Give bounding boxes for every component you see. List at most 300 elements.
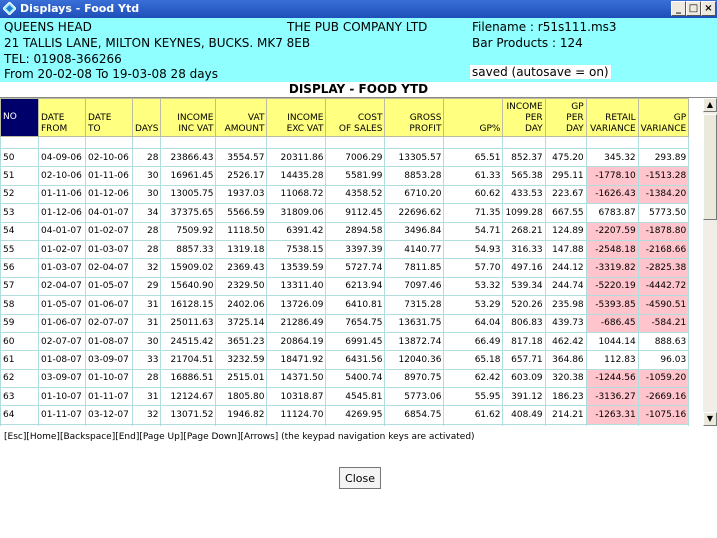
table-cell: 497.16 (503, 259, 545, 277)
table-cell: 32 (133, 259, 161, 277)
table-cell: 244.12 (545, 259, 586, 277)
column-header-line1: VAT (247, 113, 265, 123)
column-header (133, 99, 161, 137)
table-cell: 7097.46 (385, 277, 444, 295)
table-cell (586, 137, 638, 149)
table-cell: 6710.20 (385, 185, 444, 203)
autosave-status: saved (autosave = on) (472, 65, 609, 79)
table-cell: 112.83 (586, 351, 638, 369)
table-cell: 223.67 (545, 185, 586, 203)
table-cell: 53.29 (444, 296, 503, 314)
table-cell: 01-11-06 (86, 167, 133, 185)
table-cell: 57 (1, 277, 39, 295)
table-cell: 31 (133, 388, 161, 406)
table-cell: 53 (1, 204, 39, 222)
table-cell (638, 424, 689, 426)
table-cell: 5773.06 (385, 388, 444, 406)
table-cell: -5220.19 (586, 277, 638, 295)
table-cell: 65.51 (444, 149, 503, 167)
table-cell (86, 137, 133, 149)
scroll-thumb[interactable] (703, 114, 717, 220)
table-cell: -2669.16 (638, 388, 689, 406)
table-cell: 462.42 (545, 332, 586, 350)
table-cell: 433.53 (503, 185, 545, 203)
table-cell: 13726.09 (267, 296, 326, 314)
table-cell: 62.42 (444, 369, 503, 387)
table-cell (161, 137, 216, 149)
table-cell: 12040.36 (385, 351, 444, 369)
column-header-line2: PER DAY (524, 113, 543, 134)
display-title: DISPLAY - FOOD YTD (0, 82, 717, 98)
app-icon (3, 2, 16, 15)
table-cell: 32 (133, 406, 161, 424)
table-cell: 54.93 (444, 240, 503, 258)
table-cell: 25011.63 (161, 314, 216, 332)
table-cell (267, 137, 326, 149)
table-cell: 1937.03 (216, 185, 267, 203)
table-cell: -4590.51 (638, 296, 689, 314)
table-cell: 01-03-07 (86, 240, 133, 258)
table-cell: 60.62 (444, 185, 503, 203)
table-cell: 11068.72 (267, 185, 326, 203)
table-cell: 15640.90 (161, 277, 216, 295)
maximize-button[interactable]: □ (686, 1, 701, 16)
column-header-line1: INCOME (177, 113, 214, 123)
table-cell: 50 (1, 149, 39, 167)
column-header-line2: PER DAY (565, 113, 584, 134)
table-cell: 7654.75 (326, 314, 385, 332)
table-cell: 2402.06 (216, 296, 267, 314)
table-row[interactable] (1, 424, 689, 426)
period: From 20-02-08 To 19-03-08 28 days (4, 67, 218, 81)
table-cell: 7811.85 (385, 259, 444, 277)
table-cell: 13005.75 (161, 185, 216, 203)
table-cell: 04-01-07 (86, 204, 133, 222)
table-cell: 539.34 (503, 277, 545, 295)
table-cell: 408.49 (503, 406, 545, 424)
table-cell: 01-11-07 (86, 388, 133, 406)
table-cell: 16886.51 (161, 369, 216, 387)
table-cell (39, 424, 86, 426)
table-cell: 2515.01 (216, 369, 267, 387)
table-cell: 01-12-06 (86, 185, 133, 203)
table-cell: -1778.10 (586, 167, 638, 185)
table-cell: 60 (1, 332, 39, 350)
table-row[interactable] (1, 240, 689, 258)
table-cell: 10318.87 (267, 388, 326, 406)
table-cell: 61 (1, 351, 39, 369)
column-header-line2: DAYS (135, 124, 159, 134)
table-cell (503, 137, 545, 149)
table-cell: 02-07-07 (86, 314, 133, 332)
table-cell: -2548.18 (586, 240, 638, 258)
table-cell: 01-08-07 (39, 351, 86, 369)
table-cell: 268.21 (503, 222, 545, 240)
table-cell: 18471.92 (267, 351, 326, 369)
table-cell: 3496.84 (385, 222, 444, 240)
table-cell: 21704.51 (161, 351, 216, 369)
table-cell: 24515.42 (161, 332, 216, 350)
column-header (216, 99, 267, 137)
table-cell: 364.86 (545, 351, 586, 369)
table-cell: 04-09-06 (39, 149, 86, 167)
table-cell: 54.71 (444, 222, 503, 240)
table-cell (545, 137, 586, 149)
table-cell: 13539.59 (267, 259, 326, 277)
table-cell: -1384.20 (638, 185, 689, 203)
telephone: TEL: 01908-366266 (4, 52, 122, 66)
table-cell: 320.38 (545, 369, 586, 387)
table-cell: 02-04-07 (86, 259, 133, 277)
table-cell (1, 137, 39, 149)
company-name: THE PUB COMPANY LTD (287, 20, 428, 34)
table-cell: 3554.57 (216, 149, 267, 167)
table-cell: 16128.15 (161, 296, 216, 314)
table-cell: 30 (133, 167, 161, 185)
table-cell: -1059.20 (638, 369, 689, 387)
table-row[interactable] (1, 277, 689, 295)
table-cell (503, 424, 545, 426)
table-cell: 64 (1, 406, 39, 424)
table-cell (385, 137, 444, 149)
table-cell: 23866.43 (161, 149, 216, 167)
column-header-line1: INCOME (506, 102, 543, 112)
table-cell: 02-10-06 (86, 149, 133, 167)
column-header-line2: OF SALES (338, 124, 383, 134)
table-cell: 235.98 (545, 296, 586, 314)
table-cell (326, 137, 385, 149)
table-cell: 12124.67 (161, 388, 216, 406)
table-cell: 1946.82 (216, 406, 267, 424)
table-cell: 5727.74 (326, 259, 385, 277)
column-header-line2: TO (88, 124, 101, 134)
table-cell: 13631.75 (385, 314, 444, 332)
column-header-line2: AMOUNT (224, 124, 265, 134)
table-cell: 62 (1, 369, 39, 387)
table-cell: 01-05-07 (39, 296, 86, 314)
title-bar[interactable] (0, 0, 717, 18)
data-table-viewport[interactable] (0, 98, 703, 426)
table-cell: 31809.06 (267, 204, 326, 222)
table-cell: 8853.28 (385, 167, 444, 185)
table-row[interactable] (1, 332, 689, 350)
scroll-up-arrow-icon[interactable]: ▲ (703, 98, 717, 112)
table-cell: 6391.42 (267, 222, 326, 240)
table-cell: 16961.45 (161, 167, 216, 185)
table-cell: 03-09-07 (86, 351, 133, 369)
table-cell: 21286.49 (267, 314, 326, 332)
table-row[interactable] (1, 369, 689, 387)
table-cell: 54 (1, 222, 39, 240)
column-header-line1: GROSS (409, 113, 442, 123)
table-cell: -1513.28 (638, 167, 689, 185)
table-cell: 28 (133, 240, 161, 258)
table-cell: 2329.50 (216, 277, 267, 295)
table-cell: 59 (1, 314, 39, 332)
table-cell: 33 (133, 351, 161, 369)
table-cell: -1244.56 (586, 369, 638, 387)
column-header (545, 99, 586, 137)
column-header-line1: GP (571, 102, 584, 112)
table-cell: 31 (133, 296, 161, 314)
table-cell (216, 424, 267, 426)
table-cell: 6213.94 (326, 277, 385, 295)
column-header-line2: VARIANCE (590, 124, 636, 134)
table-cell: 15909.02 (161, 259, 216, 277)
table-cell: 8857.33 (161, 240, 216, 258)
table-cell: 34 (133, 204, 161, 222)
table-cell: 6410.81 (326, 296, 385, 314)
table-cell: 5400.74 (326, 369, 385, 387)
column-header (326, 99, 385, 137)
table-cell: 22696.62 (385, 204, 444, 222)
table-cell: 57.70 (444, 259, 503, 277)
table-cell: -3319.82 (586, 259, 638, 277)
table-cell: 5581.99 (326, 167, 385, 185)
table-cell: 3397.39 (326, 240, 385, 258)
table-cell: 03-12-07 (86, 406, 133, 424)
table-cell: 29 (133, 277, 161, 295)
column-header (444, 99, 503, 137)
table-cell: 14435.28 (267, 167, 326, 185)
table-cell: 03-09-07 (39, 369, 86, 387)
table-cell: 28 (133, 149, 161, 167)
table-cell (545, 424, 586, 426)
table-cell: 01-02-07 (86, 222, 133, 240)
window-title: Displays - Food Ytd (20, 2, 140, 15)
table-cell: 806.83 (503, 314, 545, 332)
table-row[interactable] (1, 406, 689, 424)
column-header (39, 99, 86, 137)
table-cell: 04-01-07 (39, 222, 86, 240)
table-cell: 9112.45 (326, 204, 385, 222)
table-cell: 520.26 (503, 296, 545, 314)
table-row[interactable] (1, 296, 689, 314)
table-cell: 30 (133, 185, 161, 203)
table-cell: 295.11 (545, 167, 586, 185)
table-cell: -2207.59 (586, 222, 638, 240)
table-cell: 8970.75 (385, 369, 444, 387)
table-cell: 657.71 (503, 351, 545, 369)
table-cell: -1878.80 (638, 222, 689, 240)
table-cell: -3136.27 (586, 388, 638, 406)
column-header (385, 99, 444, 137)
table-cell: 316.33 (503, 240, 545, 258)
table-row[interactable] (1, 351, 689, 369)
table-row[interactable] (1, 222, 689, 240)
table-cell: 852.37 (503, 149, 545, 167)
table-cell (444, 137, 503, 149)
table-cell: 1118.50 (216, 222, 267, 240)
table-cell: 02-10-06 (39, 167, 86, 185)
table-cell: 293.89 (638, 149, 689, 167)
table-cell: 20864.19 (267, 332, 326, 350)
table-cell: -1626.43 (586, 185, 638, 203)
table-cell (385, 424, 444, 426)
table-cell: 7315.28 (385, 296, 444, 314)
column-header (161, 99, 216, 137)
table-cell (133, 137, 161, 149)
table-cell: 01-03-07 (39, 259, 86, 277)
table-cell: 3651.23 (216, 332, 267, 350)
table-cell (586, 424, 638, 426)
table-cell: 61.33 (444, 167, 503, 185)
table-cell: -4442.72 (638, 277, 689, 295)
table-cell: 7538.15 (267, 240, 326, 258)
table-cell: 01-08-07 (86, 332, 133, 350)
table-cell: 7006.29 (326, 149, 385, 167)
table-cell: 01-12-06 (39, 204, 86, 222)
keyboard-hint: [Esc][Home][Backspace][End][Page Up][Page Down][Arrows] (the keypad navigation keys are activated) (4, 432, 475, 442)
table-cell: 55 (1, 240, 39, 258)
table-row[interactable] (1, 149, 689, 167)
table-cell: 565.38 (503, 167, 545, 185)
column-header-line2: INC VAT (178, 124, 214, 134)
table-cell: 2369.43 (216, 259, 267, 277)
table-header-row (1, 99, 689, 137)
address: 21 TALLIS LANE, MILTON KEYNES, BUCKS. MK7 8EB (4, 36, 311, 50)
table-cell: 1319.18 (216, 240, 267, 258)
table-cell: 63 (1, 388, 39, 406)
column-header-line2: EXC VAT (286, 124, 324, 134)
table-cell: 64.04 (444, 314, 503, 332)
filename: Filename : r51s111.ms3 (472, 20, 617, 34)
table-cell: 52 (1, 185, 39, 203)
table-cell: 147.88 (545, 240, 586, 258)
table-cell: 01-06-07 (86, 296, 133, 314)
table-cell (638, 137, 689, 149)
table-cell: -2825.38 (638, 259, 689, 277)
table-row[interactable] (1, 259, 689, 277)
table-row[interactable] (1, 167, 689, 185)
table-cell: 13311.40 (267, 277, 326, 295)
close-window-button[interactable]: × (701, 1, 716, 16)
table-cell: -584.21 (638, 314, 689, 332)
table-cell: 4269.95 (326, 406, 385, 424)
table-cell: 214.21 (545, 406, 586, 424)
table-cell: 475.20 (545, 149, 586, 167)
column-header-line1: RETAIL (605, 113, 636, 123)
table-cell: 01-05-07 (86, 277, 133, 295)
table-cell: 02-04-07 (39, 277, 86, 295)
blank-row (1, 137, 689, 149)
table-cell: 124.89 (545, 222, 586, 240)
table-cell: 13305.57 (385, 149, 444, 167)
table-cell (39, 137, 86, 149)
table-cell: 1099.28 (503, 204, 545, 222)
table-cell (133, 424, 161, 426)
table-cell: -1075.16 (638, 406, 689, 424)
table-cell: 1805.80 (216, 388, 267, 406)
table-cell: 96.03 (638, 351, 689, 369)
table-cell: 1044.14 (586, 332, 638, 350)
table-cell: 244.74 (545, 277, 586, 295)
table-row[interactable] (1, 314, 689, 332)
table-cell (444, 424, 503, 426)
table-cell: 4358.52 (326, 185, 385, 203)
table-cell: 20311.86 (267, 149, 326, 167)
table-row[interactable] (1, 185, 689, 203)
table-cell: 6991.45 (326, 332, 385, 350)
table-cell: 4140.77 (385, 240, 444, 258)
table-cell: 14371.50 (267, 369, 326, 387)
table-cell: 13071.52 (161, 406, 216, 424)
column-header (503, 99, 545, 137)
table-cell: -2168.66 (638, 240, 689, 258)
bar-products: Bar Products : 124 (472, 36, 583, 50)
table-cell: 2894.58 (326, 222, 385, 240)
scroll-down-arrow-icon[interactable]: ▼ (703, 412, 717, 426)
table-cell: 5773.50 (638, 204, 689, 222)
table-cell: 71.35 (444, 204, 503, 222)
table-cell: 3725.14 (216, 314, 267, 332)
table-cell: 3232.59 (216, 351, 267, 369)
table-cell (267, 424, 326, 426)
column-header-line1: DATE (88, 113, 112, 123)
table-cell: 7509.92 (161, 222, 216, 240)
table-cell: 5566.59 (216, 204, 267, 222)
vertical-scrollbar[interactable] (703, 98, 717, 426)
column-header-line1: INCOME (287, 113, 324, 123)
table-cell: 66.49 (444, 332, 503, 350)
table-cell: 603.09 (503, 369, 545, 387)
table-cell: -686.45 (586, 314, 638, 332)
table-row[interactable] (1, 204, 689, 222)
table-cell (1, 424, 39, 426)
table-cell: 61.62 (444, 406, 503, 424)
table-cell: 186.23 (545, 388, 586, 406)
table-row[interactable] (1, 388, 689, 406)
column-header-line1: GP (673, 113, 687, 123)
table-cell: 30 (133, 332, 161, 350)
food-ytd-table (0, 98, 689, 426)
table-cell: 02-07-07 (39, 332, 86, 350)
table-cell: 817.18 (503, 332, 545, 350)
table-cell (161, 424, 216, 426)
venue-name: QUEENS HEAD (4, 20, 92, 34)
table-cell (216, 137, 267, 149)
table-cell: 01-02-07 (39, 240, 86, 258)
table-cell: -5393.85 (586, 296, 638, 314)
header-info-panel (0, 18, 717, 82)
table-cell: 6431.56 (326, 351, 385, 369)
column-header-line2: PROFIT (409, 124, 442, 134)
table-cell (326, 424, 385, 426)
table-cell: 37375.65 (161, 204, 216, 222)
table-cell: 01-11-07 (39, 406, 86, 424)
table-cell: 6854.75 (385, 406, 444, 424)
table-cell: 391.12 (503, 388, 545, 406)
table-cell: 439.73 (545, 314, 586, 332)
table-cell: 6783.87 (586, 204, 638, 222)
column-header-line2: VARIANCE (640, 124, 687, 134)
minimize-button[interactable]: _ (671, 1, 686, 16)
column-header-line2: NO (3, 112, 17, 122)
table-cell: 01-06-07 (39, 314, 86, 332)
table-cell: 888.63 (638, 332, 689, 350)
table-cell: 01-11-06 (39, 185, 86, 203)
table-cell: 31 (133, 314, 161, 332)
table-cell: 28 (133, 369, 161, 387)
column-header (586, 99, 638, 137)
table-cell: 65.18 (444, 351, 503, 369)
close-button[interactable]: Close (339, 467, 381, 489)
table-cell: 28 (133, 222, 161, 240)
table-cell: 345.32 (586, 149, 638, 167)
table-cell: 13872.74 (385, 332, 444, 350)
table-cell: -1263.31 (586, 406, 638, 424)
column-header (638, 99, 689, 137)
